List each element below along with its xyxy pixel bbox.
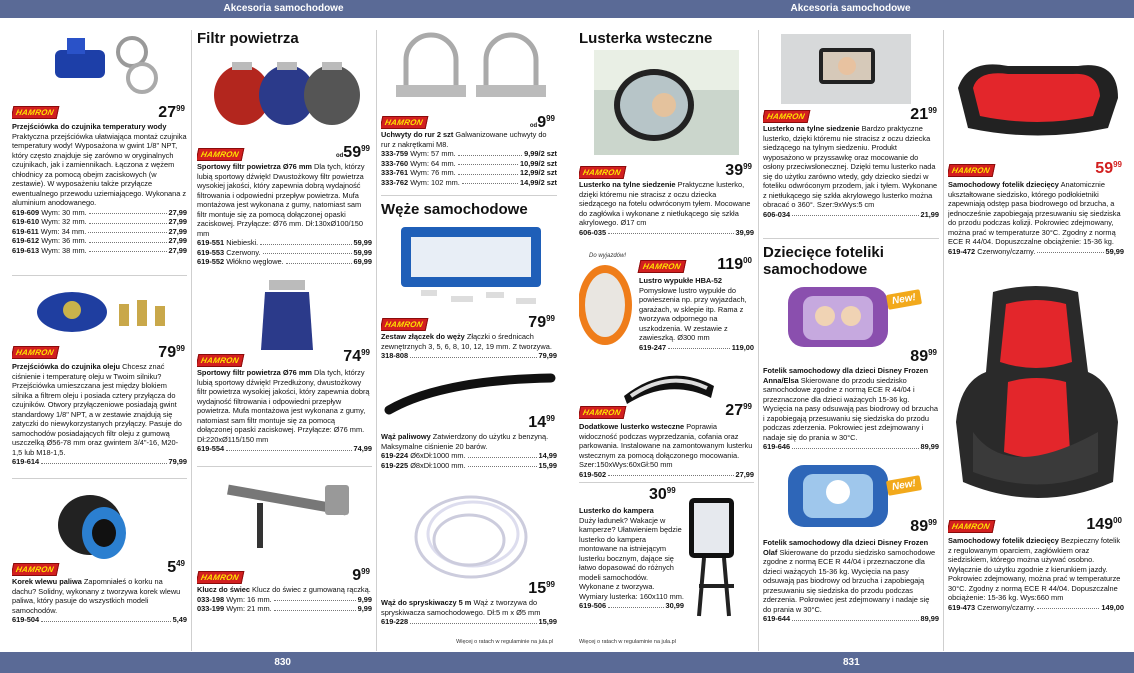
- variant-row: 619-646 89,99: [763, 442, 939, 451]
- variant-row: 606-034 21,99: [763, 209, 939, 219]
- variant-row: 619-225 Ø8xDł:1000 mm. 15,99: [381, 460, 557, 470]
- product-title: Dodatkowe lusterko wsteczne: [579, 422, 685, 431]
- product-desc: Pomysłowe lustro wypukłe do powieszenia np. przy wyjazdach, garażach, w sklepie itp. Rama z tworzywa odpornego na uszkodzenia. W zestawie z zawieszką. Ø300 mm: [639, 285, 747, 342]
- price: $14^{99}$: [528, 414, 555, 431]
- brand-logo: HAMRON: [579, 166, 626, 179]
- product-image: [37, 30, 167, 100]
- variant-row: 619-506 30,99: [579, 601, 684, 610]
- product-desc: Złączki o średnicach zewnętrznych 3, 5, 6, 8, 10, 12, 19 mm. Z tworzywa.: [381, 332, 552, 351]
- product-extra-mirror[interactable]: [579, 366, 754, 496]
- product-desc: Praktyczne lusterko, dzięki któremu nie stracisz z oczu dziecka siedzącego na fotelu odwróconym tyłem. Mocowane do zagłówka i wykonane z nietłukącego się szkła akrylowego. Ø17 cm: [579, 180, 751, 227]
- page-number-right: 831: [567, 652, 1134, 673]
- brand-logo: HAMRON: [763, 110, 810, 123]
- price: $5^{49}$: [167, 559, 185, 576]
- product-title: Lusterko na tylne siedzenie: [579, 180, 676, 189]
- product-desc: Anatomicznie ukształtowane siedzisko, którego podłokietniki zapewniają odstęp pasa biodrowego od brzucha, a jednocześnie zapobiegają przesuwaniu się siedziska do przodu podczas kolizji. Pokrowiec zdejmowany, można prać w temperaturze 30°C. Zgodny z normą ECE R 44/04. Dopuszczalne obciążenie: 15-36 kg.: [948, 180, 1121, 246]
- variant-row: 619-247 119,00: [639, 342, 754, 352]
- variant-row: 333-762 Wym: 102 mm. 14,99/2 szt: [381, 177, 557, 187]
- product-image: [619, 366, 719, 406]
- price: $15^{99}$: [528, 580, 555, 597]
- variant-row: 619-609 Wym: 30 mm. 27,99: [12, 207, 187, 217]
- variant-row: 619-224 Ø6xDł:1000 mm. 14,99: [381, 451, 557, 460]
- brand-logo: HAMRON: [12, 346, 59, 359]
- product-image: [594, 50, 739, 155]
- column-5: [763, 30, 939, 651]
- variant-row: 619-610 Wym: 32 mm. 27,99: [12, 217, 187, 226]
- price: $od9^{99}$: [529, 114, 555, 131]
- product-highback-seat[interactable]: [948, 282, 1124, 642]
- product-washer-hose[interactable]: [381, 482, 557, 632]
- column-3: [381, 30, 557, 651]
- product-desc: Bezpieczny fotelik z regulowanym oparciem, zagłówkiem oraz siedziskiem, którego można używać osobno. Wyłącznie do użytku zgodnie z kierunkiem jazdy. Pokrowiec zdejmowany, można prać w temperaturze 30°C. Zgodny z normą ECE R 44/04. Dopuszczalne obciążenie: 15-36 kg. Wys:660 mm: [948, 536, 1121, 602]
- product-title: Przejściówka do czujnika oleju: [12, 362, 121, 371]
- variant-row: 619-611 Wym: 34 mm. 27,99: [12, 226, 187, 236]
- product-title: Uchwyty do rur 2 szt: [381, 130, 454, 139]
- brand-logo: HAMRON: [381, 318, 428, 331]
- section-title: Dziecięce foteliki samochodowe: [763, 244, 884, 278]
- column-4: [579, 30, 754, 651]
- variant-row: 619-554 74,99: [197, 444, 372, 453]
- product-fuel-hose[interactable]: [381, 370, 557, 480]
- variant-row: 619-552 Włókno węglowe. 69,99: [197, 257, 372, 266]
- price: $79^{99}$: [528, 314, 555, 331]
- product-image: [42, 485, 152, 565]
- brand-logo: HAMRON: [12, 563, 59, 576]
- product-desc: Praktyczna przejściówka ułatwiająca montaż czujnika temperatury wody! Wyposażona w gwint 1/8" NPT, który często znajduje się zarówno w oryginalnych czujnikach, jak i zamiennikach. Łączona z wężem chłodnicy za pomocą obejm zaciskowych (w zestawie). W wyposażeniu także przyłącze ewentualnego przewodu uziemiającego. Wykonana z aluminium anodowanego.: [12, 131, 187, 207]
- variant-row: 619-553 Czerwony. 59,99: [197, 247, 372, 257]
- product-hose-connectors[interactable]: [381, 222, 557, 382]
- product-image: [27, 280, 177, 340]
- promo-sticker: Do wyjazdów!: [589, 253, 627, 259]
- price: $89^{99}$: [910, 348, 937, 365]
- product-desc: Dla tych, którzy lubią sportowy dźwięk! Przedłużony, dwustożkowy filtr powietrza wysokiej jakości, który zapewnia dobrą wydajność filtrowania i odpowiedni przepływ powietrza. Mufa montażowa jest wykonana z gumy, natomiast sam filtr montuje się za pomocą dołączonej opaski zaciskowej. Przyłącze: Ø76 mm. Dł:220xØ115/150 mm: [197, 368, 370, 444]
- product-image: [783, 460, 893, 532]
- brand-logo: HAMRON: [638, 260, 687, 273]
- brand-logo: HAMRON: [197, 571, 244, 584]
- product-title: Klucz do świec: [197, 585, 250, 594]
- brand-logo: HAMRON: [197, 354, 244, 367]
- brand-logo: HAMRON: [12, 106, 59, 119]
- brand-logo: HAMRON: [197, 148, 244, 161]
- price: $74^{99}$: [343, 348, 370, 365]
- product-desc: Skierowane do przodu siedzisko samochodowe zgodne z normą ECE R 44/04 i przeznaczone dla dzieci ważących 15-36 kg. Wycięcia na pasy odsuwają pas biodrowy od brzucha i zapobiegają przesuwaniu się siedziska do przodu podczas zderzenia. Pokrowiec jest zdejmowany i nadaje się do prania w 30°C.: [763, 547, 936, 614]
- right-page: [567, 0, 1134, 673]
- product-fuel-cap[interactable]: [12, 485, 187, 651]
- variant-row: 619-644 89,99: [763, 614, 939, 623]
- product-title: Fotelik samochodowy dla dzieci Disney Frozen Anna/Elsa: [763, 366, 929, 385]
- product-title: Samochodowy fotelik dziecięcy: [948, 180, 1059, 189]
- variant-row: 033-198 Wym: 16 mm. 9,99: [197, 594, 372, 604]
- price: $27^{99}$: [158, 104, 185, 121]
- product-title: Korek wlewu paliwa: [12, 577, 82, 586]
- product-image: [401, 482, 541, 582]
- product-image: [217, 475, 357, 555]
- product-spark-plug-wrench[interactable]: [197, 475, 372, 635]
- product-image: [391, 30, 551, 110]
- variant-row: 619-613 Wym: 38 mm. 27,99: [12, 245, 187, 255]
- product-title: Samochodowy fotelik dziecięcy: [948, 536, 1059, 545]
- product-image: [579, 260, 637, 350]
- section-title: Węże samochodowe: [381, 201, 528, 218]
- product-title: Sportowy filtr powietrza Ø76 mm: [197, 162, 312, 171]
- product-rear-mirror-small[interactable]: [763, 34, 939, 244]
- product-image: [381, 370, 557, 420]
- product-title: Zestaw złączek do węży: [381, 332, 465, 341]
- product-frozen-seat-olaf[interactable]: [763, 460, 939, 640]
- product-title: Przejściówka do czujnika temperatury wody: [12, 122, 167, 131]
- product-desc: Chcesz znać ciśnienie i temperaturę oleju w Twoim silniku? Przejściówka umieszczana jest między blokiem silnika a filtrem oleju i posiada cztery przyłącza do czujników. Otwory przyłączeniowe posiadają gwint standardowy 1/8" NPT, a w zestawie znajdują się zatyczki do niewykorzystanych przyłączy. Pasuje do samochodów posiadających filtr oleju z gumową uszczelką Ø56-78 mm oraz gwintem 3/4"-16, M20-1,5 lub M18-1,5.: [12, 362, 182, 457]
- product-title: Wąż do spryskiwaczy 5 m: [381, 598, 472, 607]
- product-frozen-seat-anna-elsa[interactable]: [763, 282, 939, 462]
- product-desc: Dla tych, którzy lubią sportowy dźwięk! Dwustożkowy filtr powietrza wysokiej jakości, który zapewnia dobrą wydajność filtrowania i odpowiedni przepływ powietrza. Mufa montażowa jest wykonana z gumy, natomiast sam filtr montuje się za pomocą dołączonej opaski zaciskowej. Przyłącze: Ø76 mm. Dł:130xØ100/150 mm: [197, 162, 365, 238]
- variant-row: 318-808 79,99: [381, 351, 557, 360]
- product-title: Fotelik samochodowy dla dzieci Disney Frozen Olaf: [763, 538, 929, 557]
- price: $9^{99}$: [352, 567, 370, 584]
- new-badge: New!: [886, 475, 922, 496]
- variant-row: 619-614 79,99: [12, 457, 187, 466]
- variant-row: 619-228 15,99: [381, 617, 557, 626]
- product-image: [207, 50, 367, 130]
- price: $30^{99}$: [649, 486, 676, 503]
- brand-logo: HAMRON: [579, 406, 626, 419]
- variant-row: 619-612 Wym: 36 mm. 27,99: [12, 236, 187, 245]
- price: $149^{00}$: [1086, 516, 1122, 533]
- variant-row: 619-502 27,99: [579, 469, 754, 479]
- brand-logo: HAMRON: [948, 164, 995, 177]
- price: $39^{99}$: [725, 162, 752, 179]
- variant-row: 333-760 Wym: 64 mm. 10,99/2 szt: [381, 158, 557, 168]
- product-title: Sportowy filtr powietrza Ø76 mm: [197, 368, 312, 377]
- product-air-filter-2[interactable]: [197, 278, 372, 498]
- variant-row: 619-504 5,49: [12, 615, 187, 624]
- section-title: Filtr powietrza: [197, 30, 299, 47]
- product-rear-seat-mirror[interactable]: [579, 50, 754, 240]
- product-desc: Zatwierdzony do użytku z benzyną. Maksymalne ciśnienie 20 barów.: [381, 432, 549, 451]
- variant-list: [12, 208, 187, 256]
- variant-row: 333-759 Wym: 57 mm. 9,99/2 szt: [381, 149, 557, 158]
- product-desc: Duży ładunek? Wakacje w kamperze? Ułatwieniem będzie lusterko do kampera montowane na istniejącym lusterku bocznym, dające się łatwo dopasować do różnych modeli samochodów. Wykonane z tworzywa. Wymiary lusterka: 160x110 mm.: [579, 515, 684, 601]
- price: $89^{99}$: [910, 518, 937, 535]
- new-badge: New!: [886, 289, 922, 310]
- price: $od59^{99}$: [335, 144, 370, 161]
- price: $21^{99}$: [910, 106, 937, 123]
- product-desc: Klucz do świec z gumowaną rączką.: [252, 585, 371, 594]
- price: $27^{99}$: [725, 402, 752, 419]
- variant-row: 606-035 39,99: [579, 227, 754, 237]
- installment-note: Więcej o ratach w regulaminie na jula.pl: [456, 639, 553, 645]
- variant-row: 333-761 Wym: 76 mm. 12,99/2 szt: [381, 168, 557, 177]
- header-bar-left: Akcesoria samochodowe: [0, 0, 567, 18]
- product-desc: Bardzo praktyczne lusterko, dzięki któremu nie stracisz z oczu dziecka siedzącego na tylnym siedzeniu. Produkt wyposażono w przyssawkę oraz mocowanie do osłony przeciwsłonecznej. Dzięki temu lusterko nada się do użytku zarówno wtedy, gdy dziecko siedzi w foteliku odwróconym przodem, jak i tyłem. Wykonane z nietłukącego się szkła akrylowego lusterko można obracać o 360°. Szer:9xWys:5 cm: [763, 124, 938, 209]
- product-image: [247, 278, 327, 353]
- product-title: Lusterko do kampera: [579, 506, 654, 515]
- installment-note: Więcej o ratach w regulaminie na jula.pl: [579, 639, 676, 645]
- product-image: [684, 496, 749, 621]
- variant-row: 619-472 Czerwony/czarny. 59,99: [948, 246, 1124, 256]
- column-6: [948, 30, 1124, 651]
- product-title: Wąż paliwowy: [381, 432, 431, 441]
- product-desc: Wąż z tworzywa do spryskiwacza samochodowego. Dł:5 m x Ø5 mm: [381, 598, 541, 617]
- product-air-filter-1[interactable]: [197, 50, 372, 300]
- product-image: [948, 282, 1124, 517]
- header-bar-right: Akcesoria samochodowe: [567, 0, 1134, 18]
- product-booster-seat[interactable]: [948, 30, 1124, 280]
- product-title: Lusterko na tylne siedzenie: [763, 124, 860, 133]
- product-image: [391, 222, 551, 312]
- price: $79^{99}$: [158, 344, 185, 361]
- product-desc: Zapomniałeś o korku na dachu? Solidny, wykonany z tworzywa korek wlewu paliwa, który pasuje do wszystkich modeli samochodów.: [12, 577, 181, 615]
- variant-row: 033-199 Wym: 21 mm. 9,99: [197, 604, 372, 613]
- variant-row: 619-551 Niebieski. 59,99: [197, 238, 372, 247]
- product-image: [948, 38, 1124, 148]
- column-2: [197, 30, 372, 651]
- product-image: [781, 34, 911, 104]
- product-image: [783, 282, 893, 352]
- column-1: [12, 30, 187, 651]
- product-title: Lustro wypukłe HBA-52: [639, 276, 722, 285]
- product-desc: Skierowane do przodu siedzisko samochodowe zgodne z normą ECE R 44/04 i przeznaczone dla dzieci ważących 15-36 kg. Wycięcia na pasy odsuwają pas biodrowy od brzucha i zapobiegają przesuwaniu się siedziska do przodu podczas zderzenia. Pokrowiec jest zdejmowany i nadaje się do prania w 30°C.: [763, 375, 938, 442]
- price: $119^{00}$: [717, 256, 752, 273]
- page-number-left: 830: [0, 652, 567, 673]
- product-camper-mirror[interactable]: [579, 486, 754, 636]
- price: $59^{99}$: [1095, 160, 1122, 177]
- product-desc: Galwanizowane uchwyty do rur z nakrętkami M8.: [381, 130, 547, 149]
- variant-row: 619-473 Czerwony/czarny. 149,00: [948, 602, 1124, 612]
- brand-logo: HAMRON: [948, 520, 995, 533]
- product-desc: Poprawia widoczność podczas wyprzedzania, cofania oraz parkowania. Instalowane na zamontowanym lusterku wstecznym za pomocą dołączonego mocowania. Szer:150xWys:60xGł:50 mm: [579, 422, 753, 469]
- product-coolant-adapter[interactable]: [12, 30, 187, 320]
- product-oil-adapter[interactable]: [12, 280, 187, 480]
- brand-logo: HAMRON: [381, 116, 428, 129]
- section-title: Lusterka wsteczne: [579, 30, 713, 47]
- product-pipe-clamps[interactable]: [381, 30, 557, 200]
